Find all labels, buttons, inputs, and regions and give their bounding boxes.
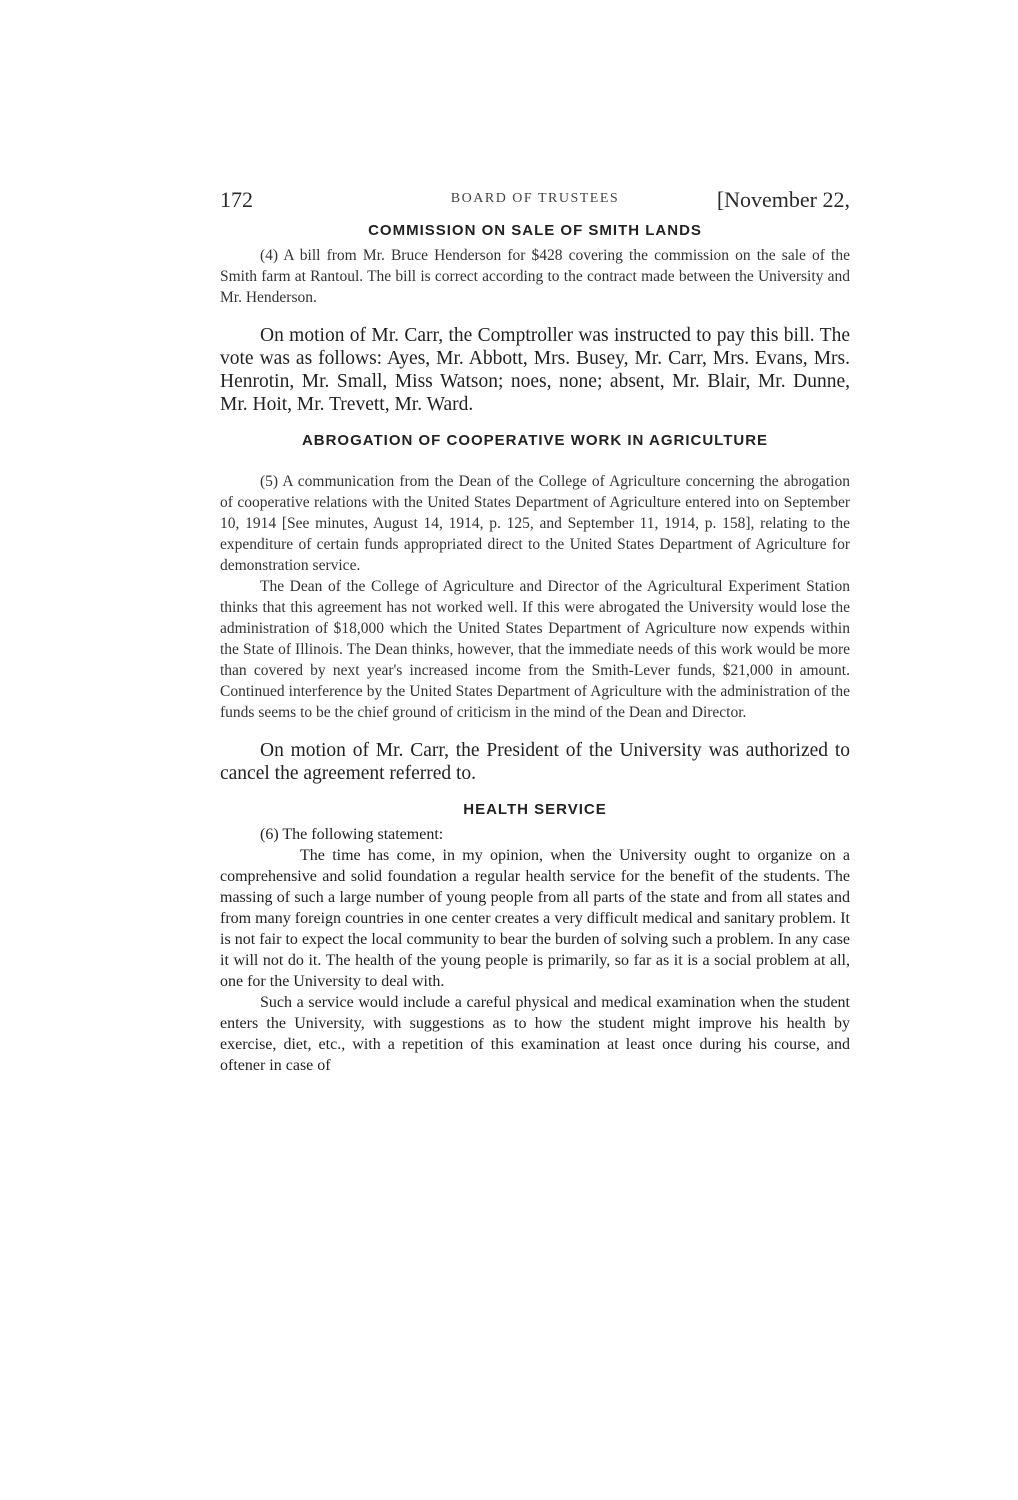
abrogation-paragraph: The Dean of the College of Agriculture and Director of the Agricultural Experiment Station thinks that this agreement has not worked well. If this were abrogated the University would lose the administration of $18,000 which the United States Department of Agriculture now expends within the State of Illinois. The Dean thinks, however, that the immediate needs of this work would be more than covered by next year's increased income from the Smith-Lever funds, $21,000 in amount. Continued interference by the United States Department of Agriculture with the administration of the funds seems to be the chief ground of criticism in the mind of the Dean and Director. [220, 578, 850, 721]
item-4: (4) A bill from Mr. Bruce Henderson for $428 covering the commission on the sale of the Smith farm at Rantoul. The bill is correct according to the contract made between the University and Mr. Henderson. [220, 247, 850, 306]
item-5: (5) A communication from the Dean of the College of Agriculture concerning the abrogation of cooperative relations with the United States Department of Agriculture entered into on September 10, 1914 [See minutes, August 14, 1914, p. 125, and September 11, 1914, p. 158], relating to the expenditure of certain funds appropriated direct to the United States Department of Agriculture for demonstration service. [220, 473, 850, 574]
section-heading-smith-lands: COMMISSION ON SALE OF SMITH LANDS [368, 222, 702, 239]
header-date: [November 22, [716, 187, 850, 212]
health-quote-paragraph-2: Such a service would include a careful physical and medical examination when the student enters the University, with suggestions as to how the student might improve his health by exercise, diet, etc., with a repetition of this examination at least once during his course, and oftener in case of [220, 994, 850, 1074]
health-quote-paragraph-1: The time has come, in my opinion, when the University ought to organize on a comprehensive and solid foundation a regular health service for the benefit of the students. The massing of such a large number of young people from all parts of the state and from all states and from many foreign countries in one center creates a very difficult medical and sanitary problem. It is not fair to expect the local community to bear the burden of solving such a problem. In any case it will not do it. The health of the young people is primarily, so far as it is a social problem at all, one for the University to deal with. [220, 847, 850, 990]
running-title: BOARD OF TRUSTEES [450, 191, 620, 206]
page-header [220, 187, 850, 217]
section-heading-abrogation: ABROGATION OF COOPERATIVE WORK IN AGRICULTURE [301, 432, 769, 449]
motion-abrogation: On motion of Mr. Carr, the President of the University was authorized to cancel the agreement referred to. [220, 740, 850, 784]
item-6: (6) The following statement: [260, 826, 444, 843]
page-body [220, 222, 850, 1076]
section-heading-health: HEALTH SERVICE [463, 801, 607, 818]
motion-smith-lands: On motion of Mr. Carr, the Comptroller was instructed to pay this bill. The vote was as follows: Ayes, Mr. Abbott, Mrs. Busey, Mr. Carr, Mrs. Evans, Mrs. Henrotin, Mr. Small, Miss Watson; noes, none; absent, Mr. Blair, Mr. Dunne, Mr. Hoit, Mr. Trevett, Mr. Ward. [220, 325, 850, 415]
page-number: 172 [220, 187, 253, 212]
